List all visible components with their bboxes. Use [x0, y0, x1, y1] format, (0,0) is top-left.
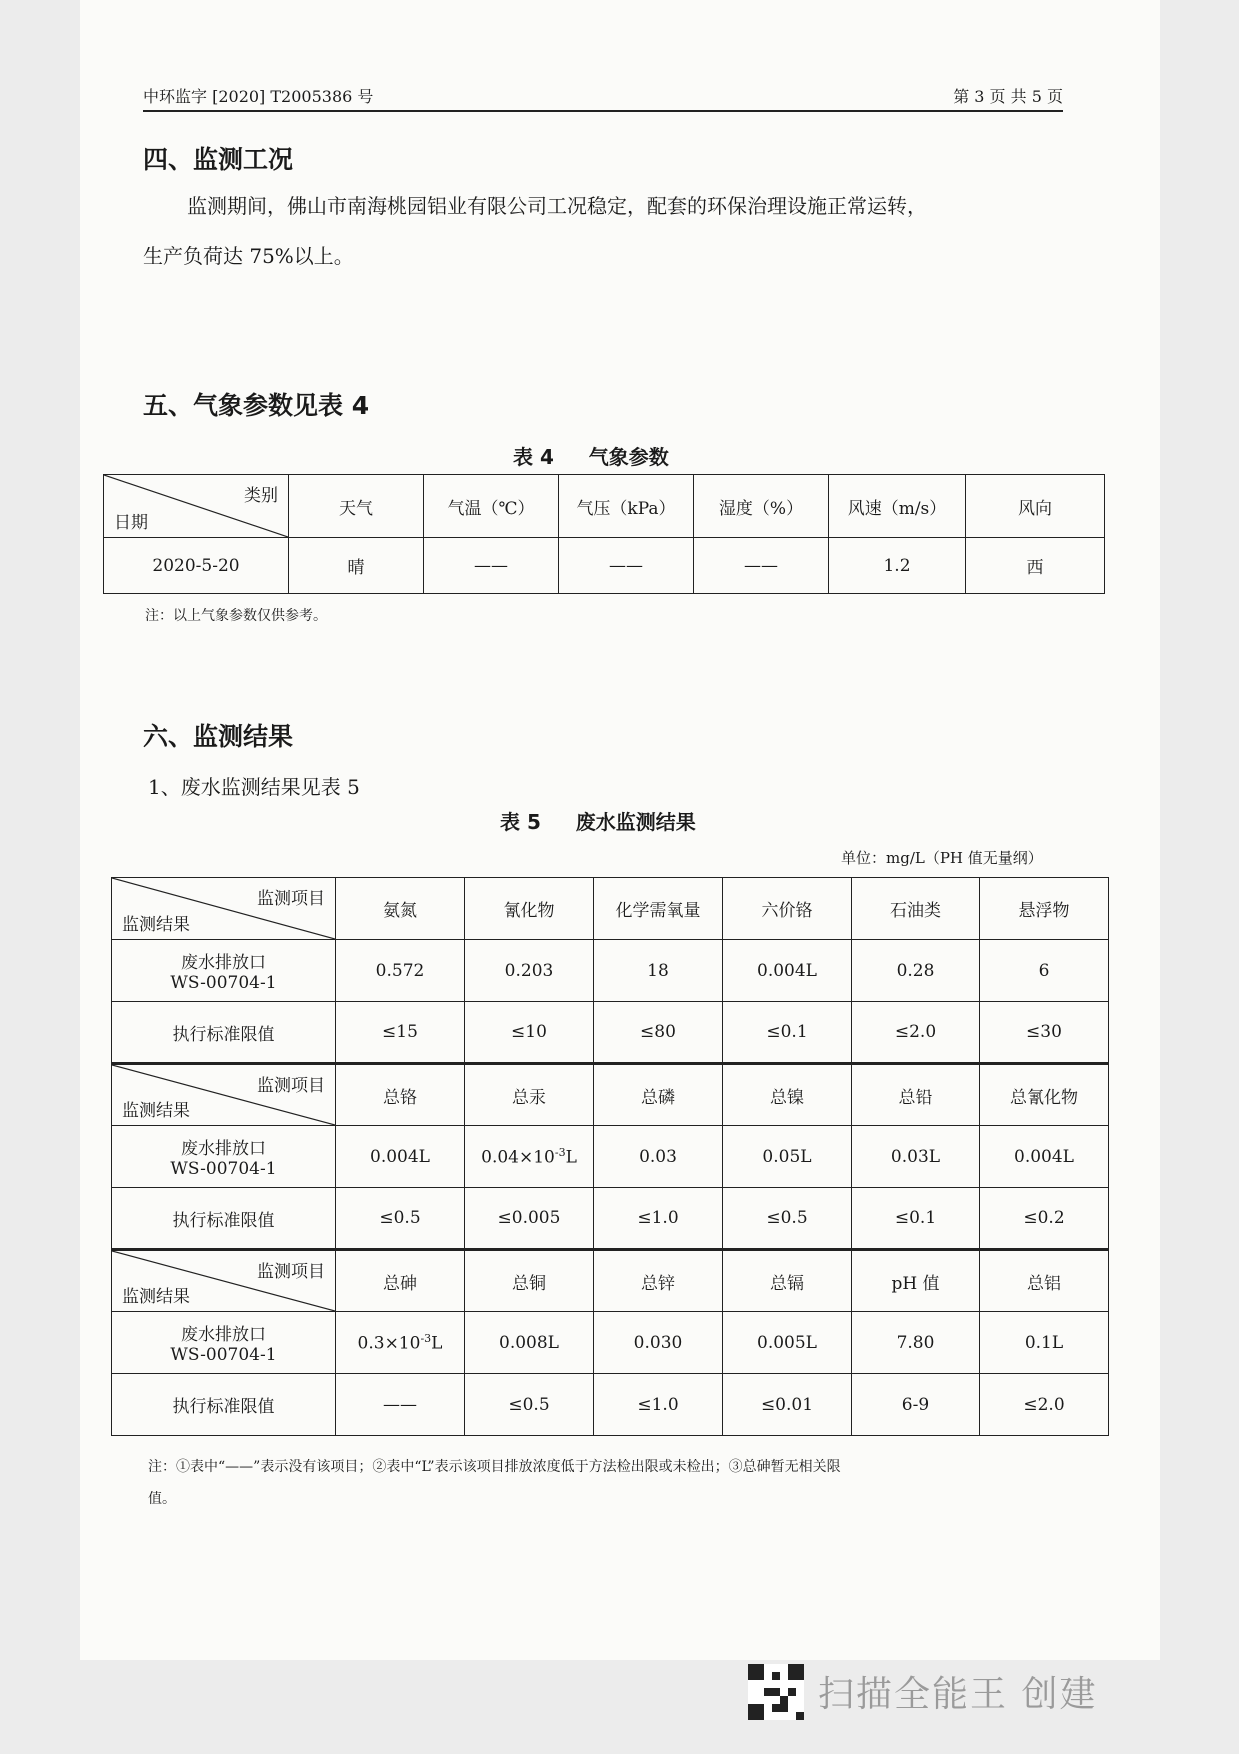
- section-4-title: 四、监测工况: [143, 145, 294, 174]
- item-header-cell: 总汞: [465, 1064, 594, 1126]
- limit-cell: ≤1.0: [594, 1188, 723, 1250]
- limit-cell: ≤80: [594, 1002, 723, 1064]
- limit-cell: ≤0.1: [852, 1188, 980, 1250]
- limit-cell: ——: [336, 1374, 465, 1436]
- section-6-subheading: 1、废水监测结果见表 5: [148, 775, 360, 799]
- result-cell: 18: [594, 940, 723, 1002]
- item-header-cell: 总氰化物: [980, 1064, 1109, 1126]
- result-cell: $0.04\times 10^{-3}L$: [465, 1126, 594, 1188]
- limit-cell: ≤0.2: [980, 1188, 1109, 1250]
- section-4-paragraph-line1: 监测期间，佛山市南海桃园铝业有限公司工况稳定，配套的环保治理设施正常运转，: [187, 194, 927, 218]
- item-header-cell: 氰化物: [465, 878, 594, 940]
- corner-result-label: 监测结果: [122, 1101, 190, 1121]
- outlet-label-cell: [112, 1312, 336, 1374]
- weather-table: [103, 474, 1105, 594]
- limit-cell: 6-9: [852, 1374, 980, 1436]
- item-header-cell: 总锌: [594, 1250, 723, 1312]
- weather-value-cell: ——: [694, 538, 829, 594]
- result-cell: 0.030: [594, 1312, 723, 1374]
- outlet-name: 废水排放口: [181, 1325, 266, 1345]
- result-cell: 0.008L: [465, 1312, 594, 1374]
- weather-value-cell: ——: [559, 538, 694, 594]
- limit-cell: ≤30: [980, 1002, 1109, 1064]
- scanner-watermark: 扫描全能王 创建: [818, 1674, 1098, 1715]
- weather-value-cell: 晴: [289, 538, 424, 594]
- item-header-cell: 悬浮物: [980, 878, 1109, 940]
- item-header-cell: 总铬: [336, 1064, 465, 1126]
- limit-cell: ≤15: [336, 1002, 465, 1064]
- limit-cell: ≤1.0: [594, 1374, 723, 1436]
- weather-date-cell: 2020-5-20: [104, 538, 289, 594]
- limit-cell: ≤0.5: [723, 1188, 852, 1250]
- limit-cell: ≤0.01: [723, 1374, 852, 1436]
- outlet-name: 废水排放口: [181, 953, 266, 973]
- limit-label-cell: 执行标准限值: [112, 1002, 336, 1064]
- corner-item-label: 监测项目: [257, 889, 325, 909]
- corner-item-label: 监测项目: [257, 1262, 325, 1282]
- result-cell: 7.80: [852, 1312, 980, 1374]
- limit-cell: ≤0.5: [465, 1374, 594, 1436]
- item-header-cell: pH 值: [852, 1250, 980, 1312]
- item-header-cell: 氨氮: [336, 878, 465, 940]
- corner-date-label: 日期: [114, 513, 148, 533]
- outlet-code: WS-00704-1: [170, 973, 277, 993]
- weather-header-cell: 风速（m/s）: [829, 475, 966, 538]
- wastewater-table-corner: [112, 1064, 336, 1126]
- table-5-note-line1: 注：①表中“——”表示没有该项目；②表中“L”表示该项目排放浓度低于方法检出限或未检出；③总砷暂无相关限: [148, 1459, 841, 1475]
- limit-cell: ≤0.1: [723, 1002, 852, 1064]
- page-header: [143, 84, 1063, 112]
- limit-cell: ≤2.0: [980, 1374, 1109, 1436]
- result-cell: 0.004L: [336, 1126, 465, 1188]
- limit-label-cell: 执行标准限值: [112, 1374, 336, 1436]
- item-header-cell: 总砷: [336, 1250, 465, 1312]
- table-4-note: 注：以上气象参数仅供参考。: [145, 608, 327, 624]
- result-cell: 0.1L: [980, 1312, 1109, 1374]
- page-number: 第 3 页 共 5 页: [953, 87, 1063, 106]
- corner-result-label: 监测结果: [122, 915, 190, 935]
- result-cell: 0.203: [465, 940, 594, 1002]
- result-cell: 0.28: [852, 940, 980, 1002]
- table-5-note-line2: 值。: [148, 1491, 176, 1507]
- result-cell: 6: [980, 940, 1109, 1002]
- item-header-cell: 总镍: [723, 1064, 852, 1126]
- section-4-paragraph-line2: 生产负荷达 75%以上。: [143, 244, 354, 268]
- corner-result-label: 监测结果: [122, 1287, 190, 1307]
- limit-cell: ≤10: [465, 1002, 594, 1064]
- limit-label-cell: 执行标准限值: [112, 1188, 336, 1250]
- qr-code-icon: [748, 1664, 804, 1720]
- limit-cell: ≤0.005: [465, 1188, 594, 1250]
- item-header-cell: 化学需氧量: [594, 878, 723, 940]
- table-5-unit: 单位：mg/L（PH 值无量纲）: [841, 849, 1043, 867]
- weather-value-cell: ——: [424, 538, 559, 594]
- result-cell: 0.004L: [723, 940, 852, 1002]
- result-cell: 0.03: [594, 1126, 723, 1188]
- table-4-caption: 表 4 气象参数: [513, 445, 669, 469]
- result-cell: 0.005L: [723, 1312, 852, 1374]
- weather-header-cell: 气温（℃）: [424, 475, 559, 538]
- result-cell: $0.3\times 10^{-3}L$: [336, 1312, 465, 1374]
- result-cell: 0.03L: [852, 1126, 980, 1188]
- outlet-code: WS-00704-1: [170, 1159, 277, 1179]
- item-header-cell: 石油类: [852, 878, 980, 940]
- wastewater-table-corner: [112, 1250, 336, 1312]
- outlet-label-cell: [112, 940, 336, 1002]
- outlet-label-cell: [112, 1126, 336, 1188]
- table-5-caption: 表 5 废水监测结果: [500, 810, 696, 834]
- weather-header-cell: 天气: [289, 475, 424, 538]
- corner-item-label: 监测项目: [257, 1076, 325, 1096]
- result-cell: 0.05L: [723, 1126, 852, 1188]
- item-header-cell: 六价铬: [723, 878, 852, 940]
- weather-table-corner: [104, 475, 289, 538]
- outlet-code: WS-00704-1: [170, 1345, 277, 1365]
- item-header-cell: 总磷: [594, 1064, 723, 1126]
- section-6-title: 六、监测结果: [143, 722, 294, 751]
- limit-cell: ≤0.5: [336, 1188, 465, 1250]
- result-cell: 0.572: [336, 940, 465, 1002]
- outlet-name: 废水排放口: [181, 1139, 266, 1159]
- result-cell: 0.004L: [980, 1126, 1109, 1188]
- weather-header-cell: 湿度（%）: [694, 475, 829, 538]
- weather-header-cell: 气压（kPa）: [559, 475, 694, 538]
- wastewater-table: [111, 877, 1109, 1436]
- wastewater-table-corner: [112, 878, 336, 940]
- item-header-cell: 总铝: [980, 1250, 1109, 1312]
- weather-value-cell: 1.2: [829, 538, 966, 594]
- weather-value-cell: 西: [966, 538, 1105, 594]
- weather-header-cell: 风向: [966, 475, 1105, 538]
- item-header-cell: 总镉: [723, 1250, 852, 1312]
- section-5-title: 五、气象参数见表 4: [143, 391, 370, 420]
- limit-cell: ≤2.0: [852, 1002, 980, 1064]
- report-number: 中环监字 [2020] T2005386 号: [143, 87, 374, 106]
- item-header-cell: 总铜: [465, 1250, 594, 1312]
- item-header-cell: 总铅: [852, 1064, 980, 1126]
- corner-category-label: 类别: [244, 486, 278, 506]
